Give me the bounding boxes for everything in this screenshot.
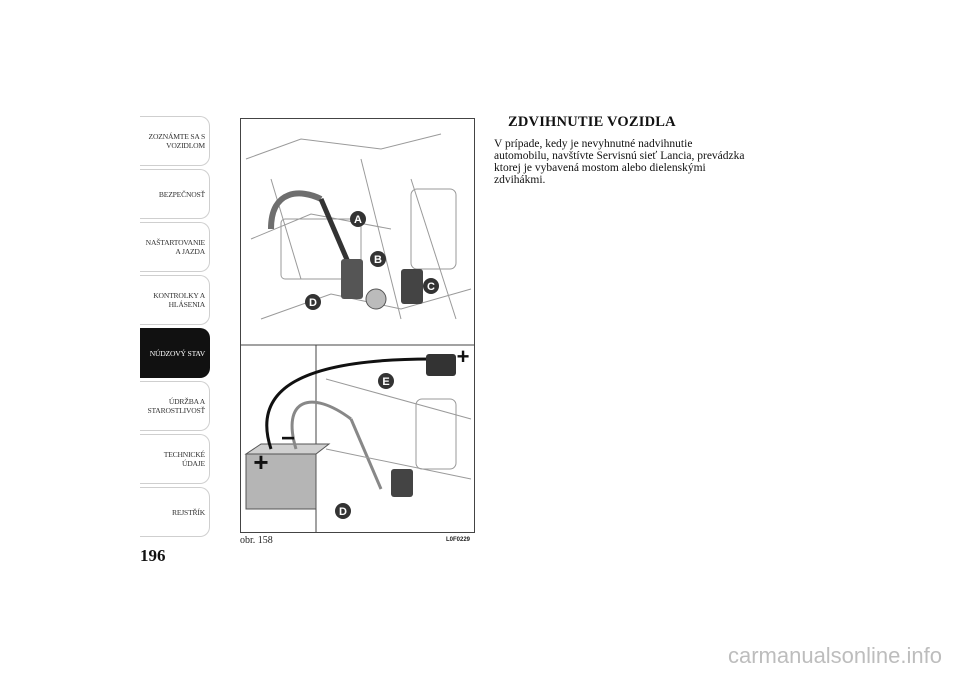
tab-label: KONTROLKY A HLÁSENIA <box>153 291 205 309</box>
tab-bezpecnost[interactable] <box>140 169 210 219</box>
plus-sign-top: + <box>456 344 470 369</box>
minus-sign-battery: − <box>280 425 296 452</box>
plus-sign-battery: + <box>253 447 269 477</box>
tab-label: ÚDRŽBA A STAROSTLIVOSŤ <box>147 397 205 415</box>
tab-nastartovanie[interactable] <box>140 222 210 272</box>
tab-label: NAŠTARTOVANIE A JAZDA <box>145 238 205 256</box>
page-number: 196 <box>140 546 166 565</box>
tab-nudzovy-stav[interactable] <box>140 328 210 378</box>
tab-kontrolky[interactable] <box>140 275 210 325</box>
callout-d: D <box>309 297 317 309</box>
tab-label: TECHNICKÉ ÚDAJE <box>163 450 205 468</box>
body-paragraph: V prípade, kedy je nevyhnutné nadvihnutie automobilu, navštívte Servisnú sieť Lancia, prevádzka ktorej je vybavená mostom alebo dielenskými zdvihákmi. <box>494 138 745 186</box>
callout-b: B <box>374 254 382 266</box>
watermark: carmanualsonline.info <box>727 643 942 668</box>
tab-technicke-udaje[interactable] <box>140 434 210 484</box>
tab-udrzba[interactable] <box>140 381 210 431</box>
section-body <box>494 138 794 186</box>
tab-label: NÚDZOVÝ STAV <box>149 348 205 358</box>
figure-illustration <box>241 119 474 532</box>
tab-label: REJSTŘÍK <box>172 507 205 517</box>
tab-zoznamte-sa[interactable] <box>140 116 210 166</box>
tab-label: BEZPEČNOSŤ <box>158 189 205 199</box>
callout-c: C <box>427 281 435 293</box>
callout-a: A <box>354 214 362 226</box>
callout-e: E <box>382 376 390 388</box>
callout-d-bottom: D <box>339 506 347 518</box>
section-title: ZDVIHNUTIE VOZIDLA <box>508 114 676 130</box>
figure-jump-start <box>240 118 475 533</box>
figure-code: L0F0229 <box>446 537 471 543</box>
figure-caption: obr. 158 <box>240 535 273 546</box>
tab-label: ZOZNÁMTE SA S VOZIDLOM <box>148 132 205 150</box>
tab-rejstrik[interactable] <box>140 487 210 537</box>
